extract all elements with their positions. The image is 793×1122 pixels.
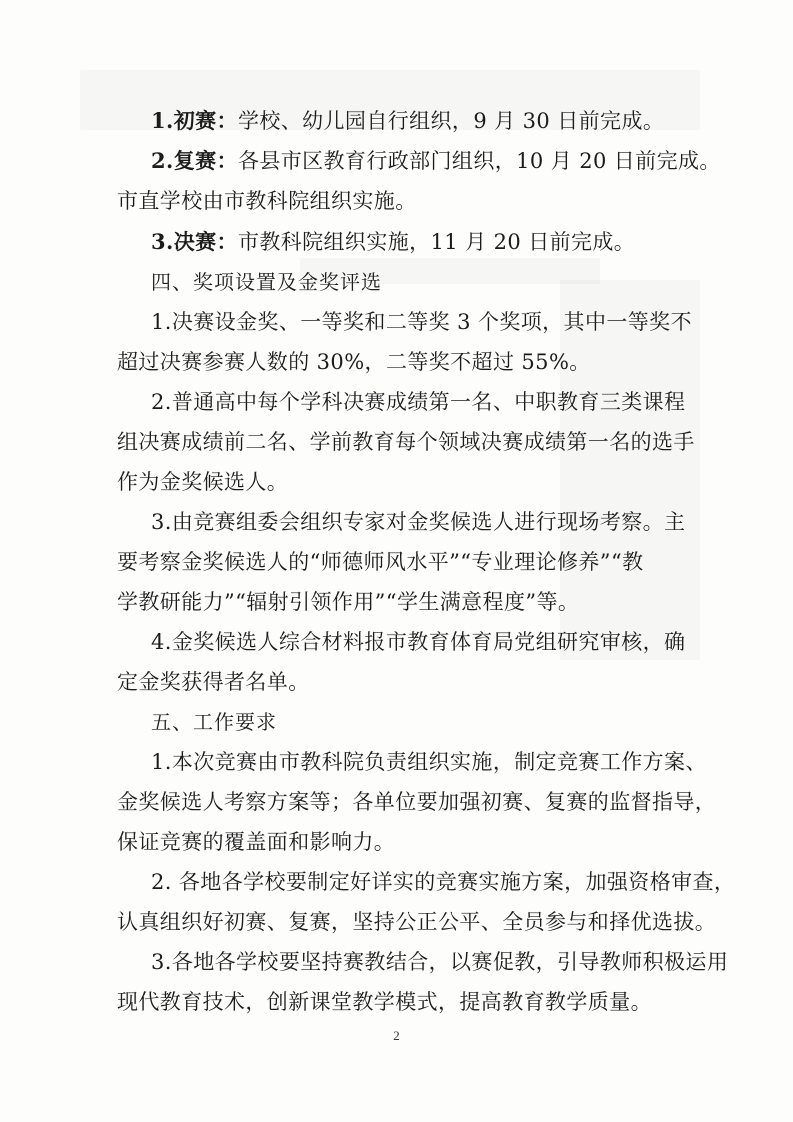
paragraph-line [117,467,288,497]
paragraph-line [117,587,579,617]
paragraph-line [151,106,664,136]
line-text: 1.决赛设金奖、一等奖和二等奖 3 个奖项，其中一等奖不 [151,310,692,334]
line-text: 现代教育技术，创新课堂教学模式，提高教育教学质量。 [117,990,652,1014]
paragraph-line [151,867,735,897]
paragraph-line [117,827,395,857]
line-text: 学校、幼儿园自行组织，9 月 30 日前完成。 [237,109,665,133]
paragraph-line [117,907,716,937]
paragraph-line [117,667,310,697]
paragraph-line [151,146,721,176]
line-text: 4.金奖候选人综合材料报市教育体育局党组研究审核，确 [151,630,686,654]
paragraph-line [117,347,591,377]
line-text: 2.普通高中每个学科决赛成绩第一名、中职教育三类课程 [151,390,686,414]
line-text: 3.由竞赛组委会组织专家对金奖候选人进行现场考察。主 [151,510,686,534]
bold-label: 1.初赛： [151,108,238,133]
paragraph-line [117,427,695,457]
paragraph-line [117,547,643,577]
line-text: 学教研能力”“辐射引领作用”“学生满意程度”等。 [117,590,580,614]
paragraph-line [151,227,635,257]
line-text: 定金奖获得者名单。 [117,670,310,694]
line-text: 各县市区教育行政部门组织，10 月 20 日前完成。 [237,149,721,173]
line-text: 市教科院组织实施，11 月 20 日前完成。 [237,230,636,254]
paragraph-line [117,787,716,817]
paragraph-line [151,507,685,537]
bold-label: 3.决赛： [151,229,238,254]
section-heading [151,267,382,297]
line-text: 市直学校由市教科院组织实施。 [117,189,417,213]
paragraph-line [151,747,707,777]
paragraph-line [151,387,685,417]
line-text: 保证竞赛的覆盖面和影响力。 [117,830,396,854]
paragraph-line [117,186,417,216]
heading-text: 五、工作要求 [151,710,277,734]
heading-text: 四、奖项设置及金奖评选 [151,270,382,294]
line-text: 作为金奖候选人。 [117,470,289,494]
paragraph-line [151,947,728,977]
line-text: 要考察金奖候选人的“师德师风水平”“专业理论修养”“教 [117,550,644,574]
page-number: 2 [393,1028,400,1043]
line-text: 组决赛成绩前二名、学前教育每个领域决赛成绩第一名的选手 [117,430,695,454]
bold-label: 2.复赛： [151,148,238,173]
line-text: 金奖候选人考察方案等；各单位要加强初赛、复赛的监督指导， [117,790,717,814]
scan-shadow [560,280,700,660]
line-text: 认真组织好初赛、复赛，坚持公正公平、全员参与和择优选拔。 [117,910,717,934]
line-text: 超过决赛参赛人数的 30%，二等奖不超过 55%。 [117,350,591,374]
paragraph-line [117,987,652,1017]
line-text: 3.各地各学校要坚持赛教结合，以赛促教，引导教师积极运用 [151,950,729,974]
section-heading [151,707,277,737]
line-text: 1.本次竞赛由市教科院负责组织实施，制定竞赛工作方案、 [151,750,707,774]
paragraph-line [151,627,685,657]
line-text: 2. 各地各学校要制定好详实的竞赛实施方案，加强资格审查， [151,870,736,894]
paragraph-line [151,307,692,337]
